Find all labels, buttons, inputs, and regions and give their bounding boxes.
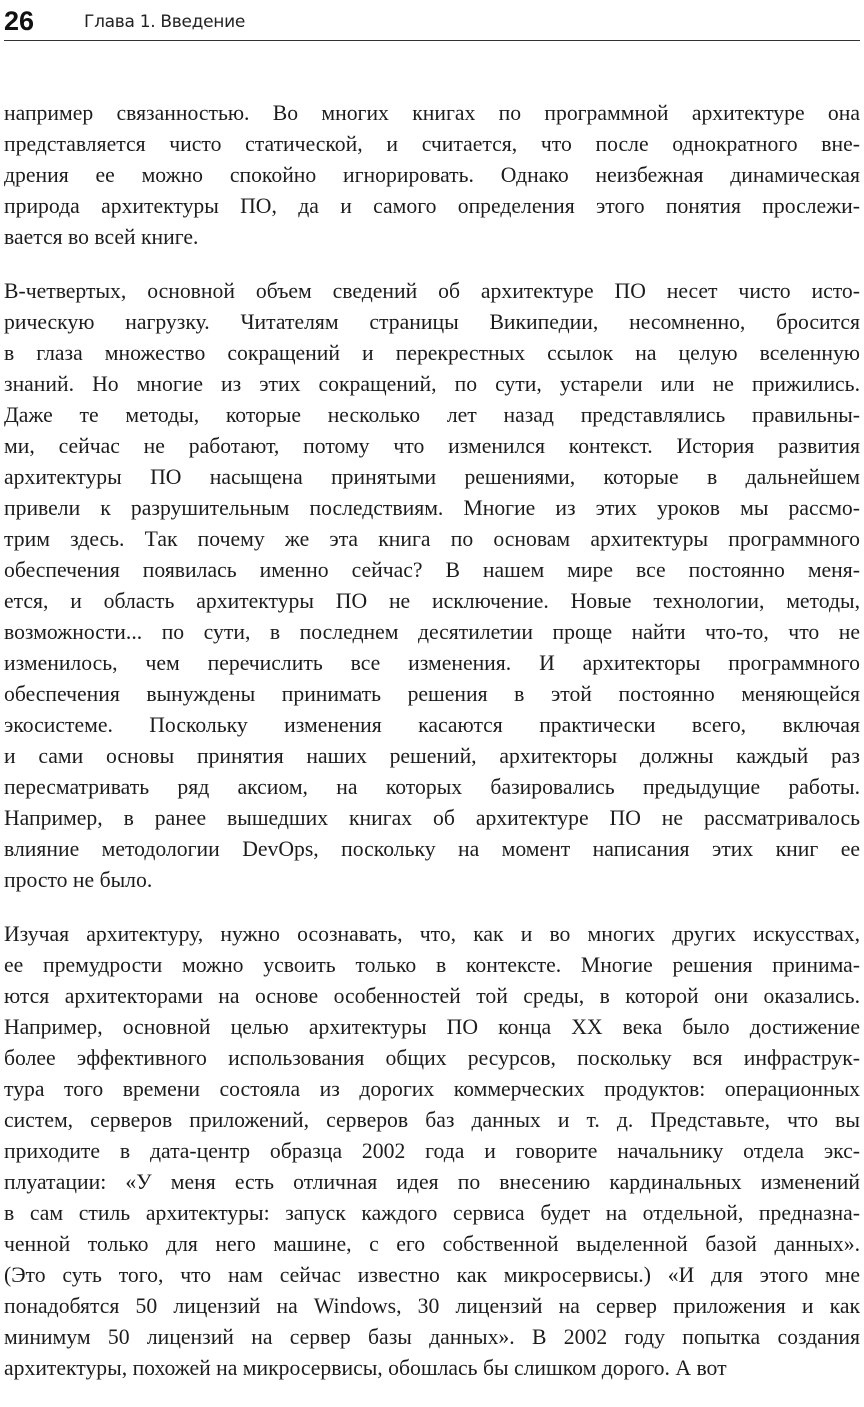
text-line: (Это суть того, что нам сейчас известно как микросервисы.) «И для этого мне <box>4 1263 860 1287</box>
text-line: например связанностью. Во многих книгах по программной архитектуре она <box>4 101 860 125</box>
paragraph-1 <box>4 98 860 253</box>
page-number: 26 <box>4 6 35 36</box>
text-line: ми, сейчас не работают, потому что изменился контекст. История развития <box>4 434 860 458</box>
text-line: ется, и область архитектуры ПО не исключение. Новые технологии, методы, <box>4 589 860 613</box>
text-line: Изучая архитектуру, нужно осознавать, что, как и во многих других искусствах, <box>4 922 860 946</box>
text-line: знаний. Но многие из этих сокращений, по сути, устарели или не прижились. <box>4 372 860 396</box>
text-line: Например, основной целью архитектуры ПО конца XX века было достижение <box>4 1015 860 1039</box>
text-line: в сам стиль архитектуры: запуск каждого сервиса будет на отдельной, предназна- <box>4 1201 860 1225</box>
text-line: ются архитекторами на основе особенностей той среды, в которой они оказались. <box>4 984 860 1008</box>
text-line: просто не было. <box>4 868 153 892</box>
text-line: дрения ее можно спокойно игнорировать. Однако неизбежная динамическая <box>4 163 860 187</box>
text-line: плуатации: «У меня есть отличная идея по внесению кардинальных изменений <box>4 1170 860 1194</box>
running-title: Глава 1. Введение <box>84 12 245 32</box>
text-line: более эффективного использования общих ресурсов, поскольку вся инфраструк- <box>4 1046 860 1070</box>
text-line: рическую нагрузку. Читателям страницы Википедии, несомненно, бросится <box>4 310 860 334</box>
text-line: привели к разрушительным последствиям. Многие из этих уроков мы рассмо- <box>4 496 860 520</box>
text-line: обеспечения появилась именно сейчас? В нашем мире все постоянно меня- <box>4 558 860 582</box>
text-line: Даже те методы, которые несколько лет назад представлялись правильны- <box>4 403 860 427</box>
text-line: архитектуры, похожей на микросервисы, обошлась бы слишком дорого. А вот <box>4 1356 727 1380</box>
paragraph-2 <box>4 276 860 896</box>
page-header <box>0 0 864 44</box>
text-line: обеспечения вынуждены принимать решения в этой постоянно меняющейся <box>4 682 860 706</box>
text-line: тура того времени состояла из дорогих коммерческих продуктов: операционных <box>4 1077 860 1101</box>
text-line: Например, в ранее вышедших книгах об архитектуре ПО не рассматривалось <box>4 806 860 830</box>
text-line: влияние методологии DevOps, поскольку на момент написания этих книг ее <box>4 837 860 861</box>
text-line: понадобятся 50 лицензий на Windows, 30 лицензий на сервер приложения и как <box>4 1294 860 1318</box>
text-line: ченной только для него машине, с его собственной выделенной базой данных». <box>4 1232 860 1256</box>
text-line: минимум 50 лицензий на сервер базы данных». В 2002 году попытка создания <box>4 1325 860 1349</box>
text-line: вается во всей книге. <box>4 225 199 249</box>
text-line: представляется чисто статической, и считается, что после однократного вне- <box>4 132 860 156</box>
text-line: архитектуры ПО насыщена принятыми решениями, которые в дальнейшем <box>4 465 860 489</box>
text-line: и сами основы принятия наших решений, архитекторы должны каждый раз <box>4 744 860 768</box>
text-line: экосистеме. Поскольку изменения касаются практически всего, включая <box>4 713 860 737</box>
header-rule <box>4 40 860 41</box>
text-line: в глаза множество сокращений и перекрестных ссылок на целую вселенную <box>4 341 860 365</box>
text-line: природа архитектуры ПО, да и самого определения этого понятия прослежи- <box>4 194 860 218</box>
text-line: В-четвертых, основной объем сведений об архитектуре ПО несет чисто исто- <box>4 279 860 303</box>
text-line: возможности... по сути, в последнем десятилетии проще найти что-то, что не <box>4 620 860 644</box>
text-line: изменилось, чем перечислить все изменения. И архитекторы программного <box>4 651 860 675</box>
text-line: трим здесь. Так почему же эта книга по основам архитектуры программного <box>4 527 860 551</box>
text-line: ее премудрости можно усвоить только в контексте. Многие решения принима- <box>4 953 860 977</box>
text-line: пересматривать ряд аксиом, на которых базировались предыдущие работы. <box>4 775 860 799</box>
text-line: приходите в дата-центр образца 2002 года и говорите начальнику отдела экс- <box>4 1139 860 1163</box>
text-line: систем, серверов приложений, серверов баз данных и т. д. Представьте, что вы <box>4 1108 860 1132</box>
body-text <box>4 98 860 1407</box>
paragraph-3 <box>4 919 860 1384</box>
